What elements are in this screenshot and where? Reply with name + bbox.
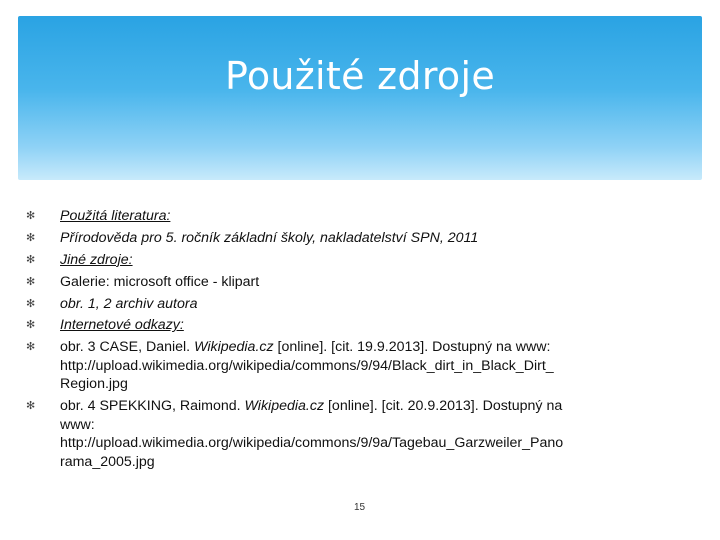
citation-site-name: Wikipedia.cz bbox=[244, 398, 325, 415]
citation-text-cont: www: bbox=[60, 416, 95, 433]
citation-site-name: Wikipedia.cz bbox=[194, 339, 274, 356]
title-banner bbox=[18, 16, 702, 180]
list-item bbox=[24, 229, 664, 248]
citation-text: obr. 4 SPEKKING, Raimond. bbox=[60, 398, 245, 415]
asterisk-bullet-icon: ✻ bbox=[26, 341, 36, 354]
list-item bbox=[24, 251, 664, 270]
list-item bbox=[24, 273, 664, 292]
slide-title: Použité zdroje bbox=[225, 54, 495, 98]
author-archive-source: obr. 1, 2 archiv autora bbox=[60, 295, 198, 312]
list-item bbox=[24, 316, 664, 335]
other-sources-heading: Jiné zdroje: bbox=[60, 251, 133, 268]
list-item bbox=[24, 295, 664, 314]
asterisk-bullet-icon: ✻ bbox=[26, 275, 36, 288]
asterisk-bullet-icon: ✻ bbox=[26, 210, 36, 222]
book-reference: Přírodověda pro 5. ročník základní školy, nakladatelství SPN, 2011 bbox=[60, 229, 479, 246]
asterisk-bullet-icon: ✻ bbox=[26, 400, 36, 413]
citation-text: [online]. [cit. 20.9.2013]. Dostupný na bbox=[324, 398, 563, 415]
citation-text: obr. 3 CASE, Daniel. bbox=[60, 339, 195, 356]
citation-url[interactable]: http://upload.wikimedia.org/wikipedia/commons/9/94/Black_dirt_in_Black_Dirt_ bbox=[60, 357, 554, 374]
literature-heading: Použitá literatura: bbox=[60, 208, 171, 224]
internet-links-heading: Internetové odkazy: bbox=[60, 317, 184, 334]
sources-list-container bbox=[24, 207, 664, 475]
citation-image-4 bbox=[60, 398, 664, 471]
list-item bbox=[24, 397, 664, 471]
asterisk-bullet-icon: ✻ bbox=[26, 231, 36, 244]
citation-text: [online]. [cit. 19.9.2013]. Dostupný na www: bbox=[273, 339, 551, 356]
clipart-source: Galerie: microsoft office - klipart bbox=[60, 273, 260, 290]
asterisk-bullet-icon: ✻ bbox=[26, 297, 36, 310]
asterisk-bullet-icon: ✻ bbox=[26, 319, 36, 332]
asterisk-bullet-icon: ✻ bbox=[26, 253, 36, 266]
sources-list bbox=[24, 207, 664, 471]
list-item bbox=[24, 207, 664, 226]
citation-image-3 bbox=[60, 339, 664, 394]
citation-url-cont[interactable]: rama_2005.jpg bbox=[60, 453, 155, 470]
page-number: 15 bbox=[354, 502, 366, 513]
citation-url[interactable]: http://upload.wikimedia.org/wikipedia/commons/9/9a/Tagebau_Garzweiler_Pano bbox=[60, 435, 564, 452]
citation-url-cont[interactable]: Region.jpg bbox=[60, 376, 128, 393]
list-item bbox=[24, 338, 664, 394]
